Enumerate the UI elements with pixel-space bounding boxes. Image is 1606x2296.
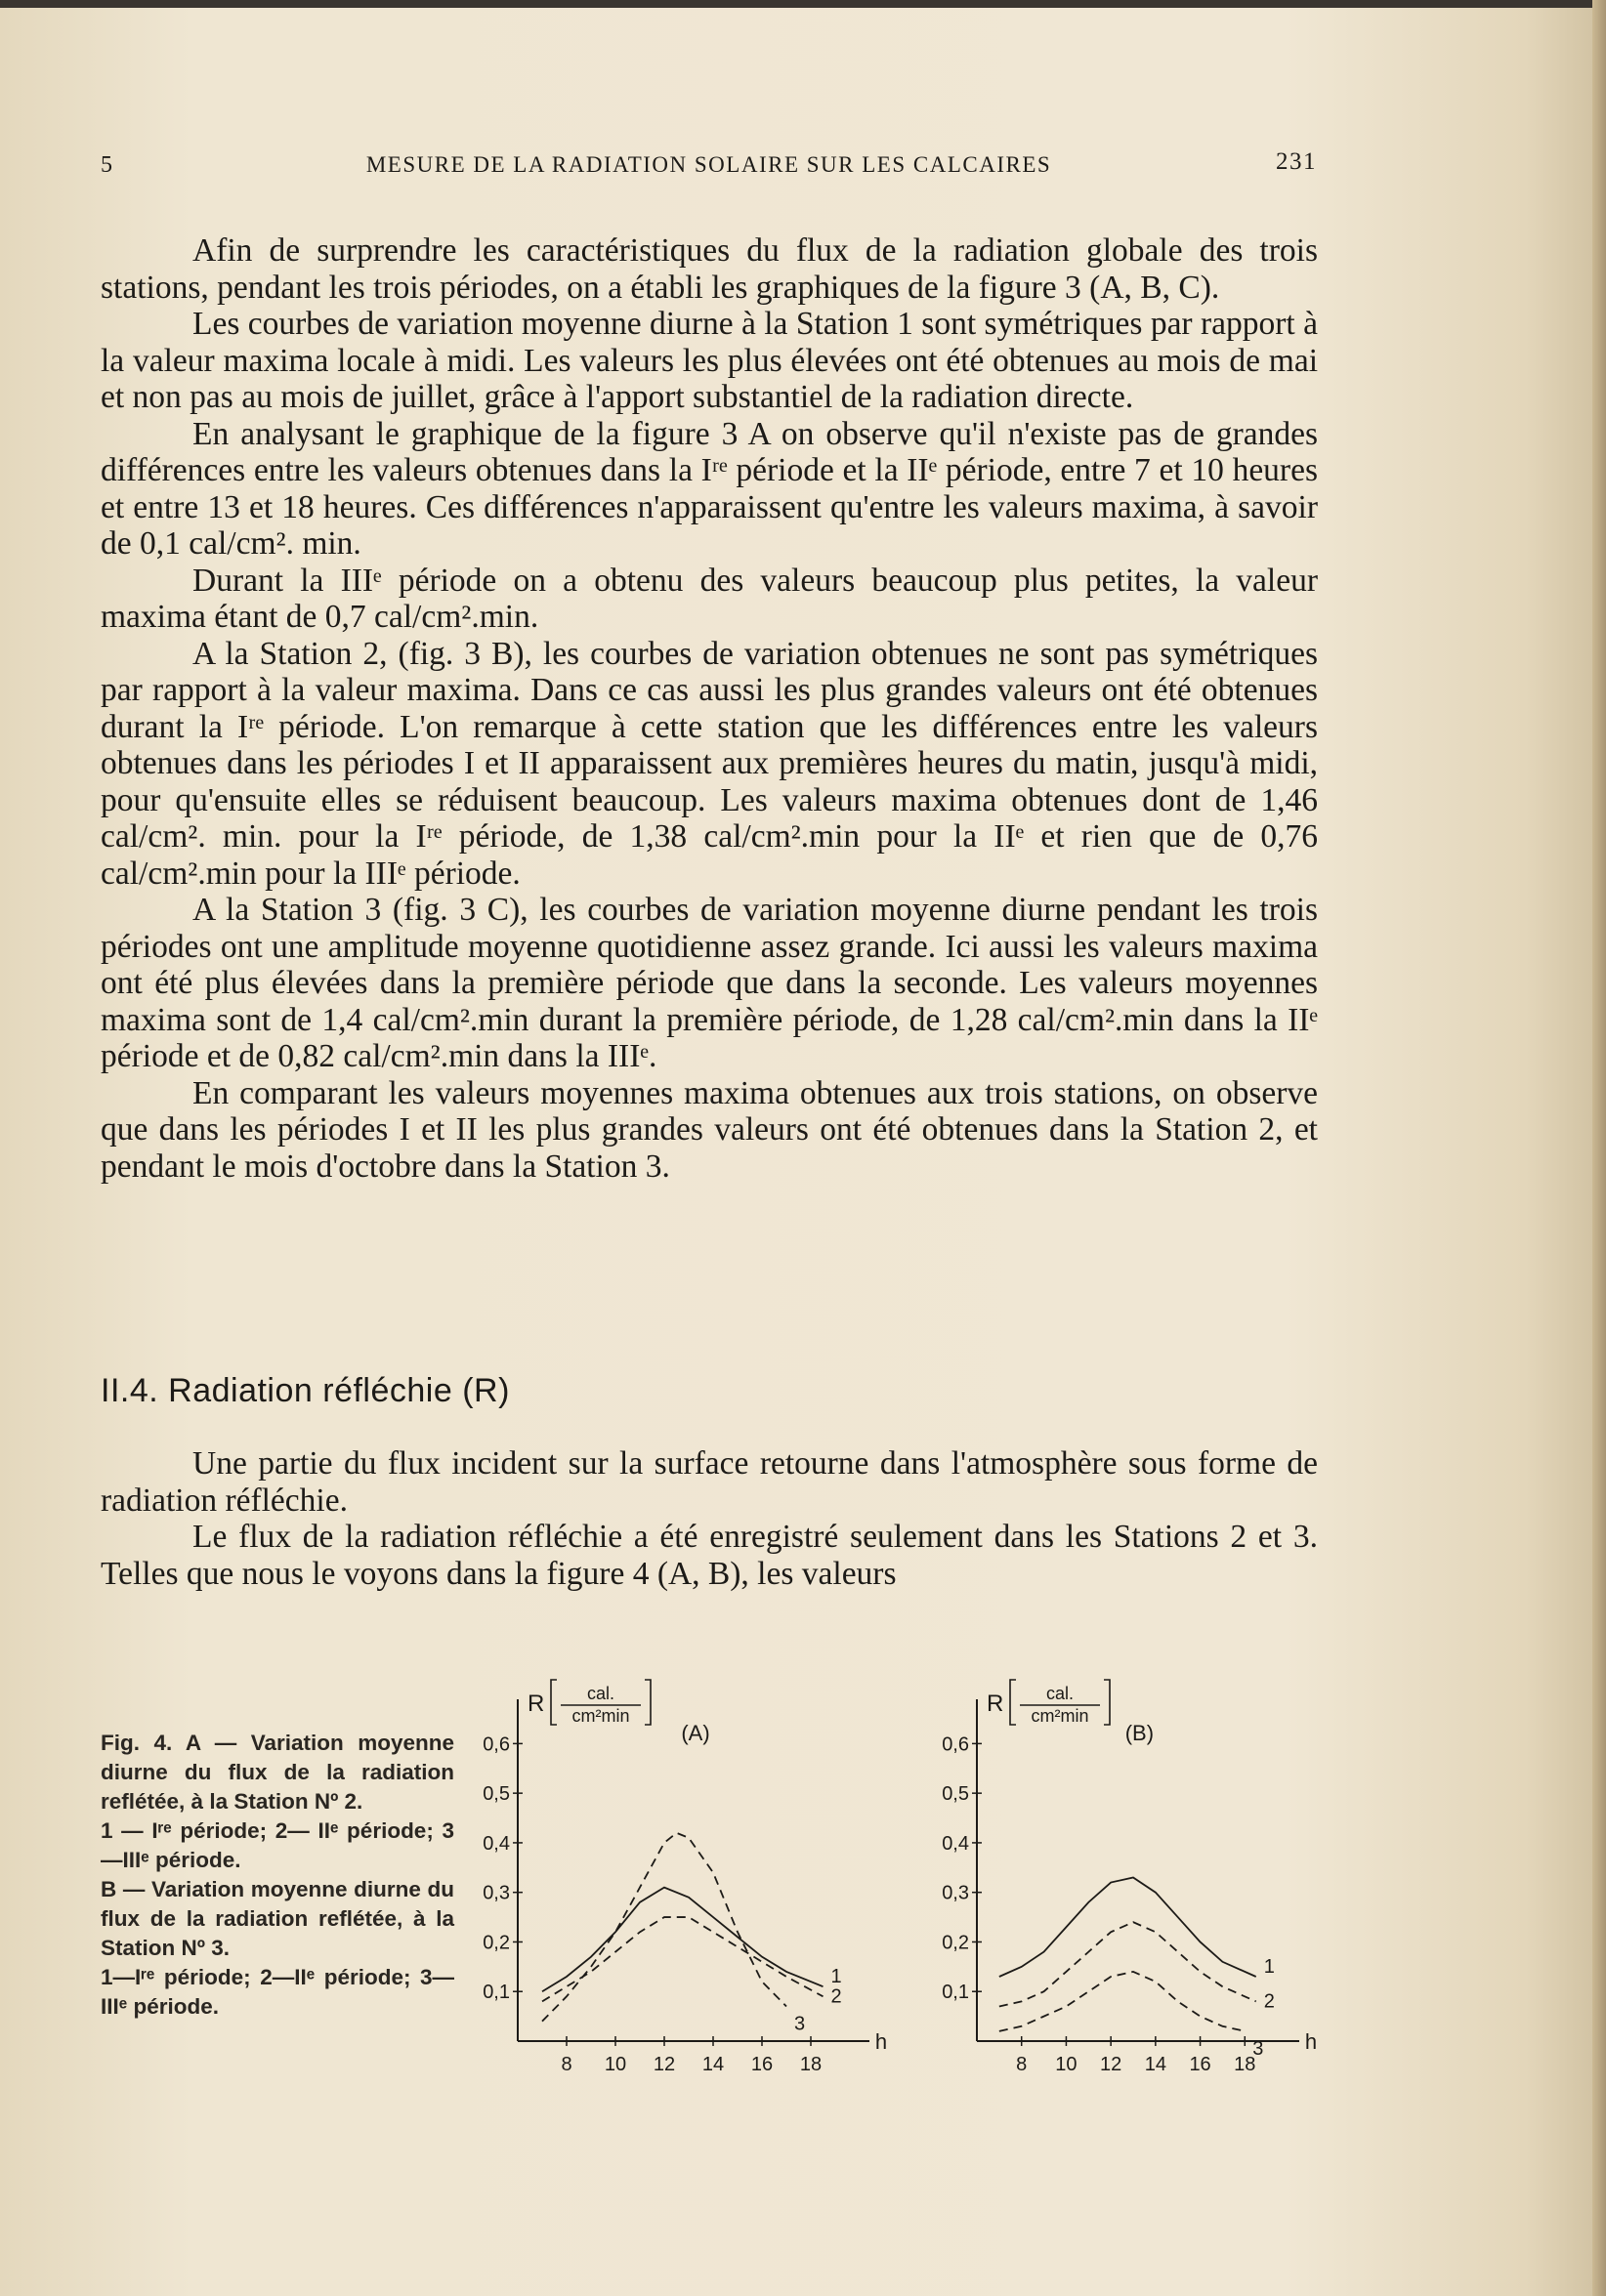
y-tick-label: 0,6 xyxy=(483,1733,510,1756)
y-axis-symbol: R xyxy=(987,1691,1004,1717)
x-tick-label: 14 xyxy=(1144,2054,1166,2070)
paragraph: Les courbes de variation moyenne diurne à la Station 1 sont symétriques par rapport à la valeur maxima locale à midi. Les valeurs les plus élevées ont été obtenues au mois de mai et non pas au mois de juillet, grâce à l'apport substantiel de la radiation directe. xyxy=(101,306,1318,415)
paragraph: A la Station 2, (fig. 3 B), les courbes de variation obtenues ne sont pas symétriques par rapport à la valeur maxima. Dans ce cas aussi les plus grandes valeurs ont été obtenues durant la Iʳᵉ période. L'on remarque à cette station que les différences entre les valeurs obtenues dans les périodes I et II apparaissent aux premières heures du matin, jusqu'à midi, pour qu'ensuite elles se réduisent beaucoup. Les valeurs maxima obtenues dont de 1,46 cal/cm². min. pour la Iʳᵉ période, de 1,38 cal/cm².min pour la IIᵉ et rien que de 0,76 cal/cm².min pour la IIIᵉ période. xyxy=(101,635,1318,892)
scan-top-edge xyxy=(0,0,1606,8)
chapter-number: 5 xyxy=(101,152,114,178)
body-text xyxy=(101,232,1318,1185)
paragraph: Le flux de la radiation réfléchie a été enregistré seulement dans les Stations 2 et 3. Telles que nous le voyons dans la figure 4 (A, B), les valeurs xyxy=(101,1519,1318,1592)
series-2-line xyxy=(999,1922,1256,2006)
y-tick-label: 0,2 xyxy=(942,1932,969,1954)
y-tick-label: 0,3 xyxy=(942,1882,969,1904)
panel-label: (A) xyxy=(681,1721,710,1745)
series-1-label: 1 xyxy=(1263,1956,1275,1978)
x-tick-label: 12 xyxy=(653,2054,676,2070)
paragraph: A la Station 3 (fig. 3 C), les courbes de variation moyenne diurne pendant les trois périodes ont une amplitude moyenne quotidienne assez grande. Ici aussi les valeurs maxima ont été plus élevées dans la première période que dans la seconde. Les valeurs moyennes maxima sont de 1,4 cal/cm².min durant la première période, de 1,28 cal/cm².min dans la IIᵉ période et de 0,82 cal/cm².min dans la IIIᵉ. xyxy=(101,892,1318,1074)
x-axis-label: h xyxy=(874,2029,888,2054)
y-tick-label: 0,4 xyxy=(942,1832,969,1855)
series-1-line xyxy=(999,1877,1256,1977)
running-head xyxy=(101,148,1317,184)
paragraph: Une partie du flux incident sur la surface retourne dans l'atmosphère sous forme de radiation réfléchie. xyxy=(101,1445,1318,1519)
y-unit-bracket-right xyxy=(1104,1680,1110,1725)
y-tick-label: 0,5 xyxy=(483,1783,510,1806)
caption-part-b: B — Variation moyenne diurne du flux de la radiation reflétée, à la Station Nº 3. xyxy=(101,1877,454,1960)
paragraph: Durant la IIIᵉ période on a obtenu des valeurs beaucoup plus petites, la valeur maxima étant de 0,7 cal/cm².min. xyxy=(101,562,1318,635)
y-unit-bracket-left xyxy=(1010,1680,1016,1725)
x-tick-label: 18 xyxy=(799,2054,823,2070)
x-tick-label: 14 xyxy=(701,2054,725,2070)
y-tick-label: 0,2 xyxy=(483,1932,510,1954)
paragraph: En analysant le graphique de la figure 3 A on observe qu'il n'existe pas de grandes différences entre les valeurs obtenues dans la Iʳᵉ période et la IIᵉ période, entre 7 et 10 heures et entre 13 et 18 heures. Ces différences n'apparaissent qu'entre les valeurs maxima, à savoir de 0,1 cal/cm². min. xyxy=(101,415,1318,562)
panel-label: (B) xyxy=(1124,1721,1155,1745)
caption-legend-b: 1—Iʳᵉ période; 2—IIᵉ période; 3—IIIᵉ période. xyxy=(101,1965,454,2019)
y-axis-symbol: R xyxy=(528,1691,545,1717)
y-unit-denominator: cm²min xyxy=(1031,1706,1089,1726)
paragraph: Afin de surprendre les caractéristiques du flux de la radiation globale des trois stations, pendant les trois périodes, on a établi les graphiques de la figure 3 (A, B, C). xyxy=(101,232,1318,306)
x-tick-label: 16 xyxy=(750,2054,774,2070)
x-tick-label: 8 xyxy=(561,2054,572,2070)
x-tick-label: 18 xyxy=(1234,2054,1256,2070)
x-tick-label: 10 xyxy=(1055,2054,1078,2070)
series-3-label: 3 xyxy=(1252,2037,1264,2060)
y-tick-label: 0,6 xyxy=(942,1733,969,1756)
section-heading: II.4. Radiation réfléchie (R) xyxy=(101,1372,510,1409)
chart-panel-b xyxy=(942,1680,1317,2070)
chart-panel-a xyxy=(483,1680,887,2070)
series-3-label: 3 xyxy=(794,2013,806,2035)
section-body-text xyxy=(101,1445,1318,1592)
y-unit-numerator: cal. xyxy=(586,1684,615,1703)
x-tick-label: 16 xyxy=(1189,2054,1211,2070)
x-axis-label: h xyxy=(1304,2029,1318,2054)
x-tick-label: 12 xyxy=(1100,2054,1122,2070)
figure-caption xyxy=(101,1729,454,2022)
y-tick-label: 0,3 xyxy=(483,1882,510,1904)
series-3-line xyxy=(542,1833,786,2022)
y-unit-bracket-right xyxy=(645,1680,651,1725)
y-unit-bracket-left xyxy=(551,1680,557,1725)
figure-4 xyxy=(459,1660,1319,2070)
series-1-label: 1 xyxy=(830,1966,842,1988)
y-unit-numerator: cal. xyxy=(1045,1684,1075,1703)
scan-right-edge xyxy=(1592,0,1606,2296)
running-title: MESURE DE LA RADIATION SOLAIRE SUR LES CALCAIRES xyxy=(365,152,1052,177)
y-tick-label: 0,1 xyxy=(483,1982,510,2004)
caption-legend-a: 1 — Iʳᵉ période; 2— IIᵉ période; 3—IIIᵉ période. xyxy=(101,1818,454,1872)
y-tick-label: 0,4 xyxy=(483,1832,510,1855)
caption-part-a: Fig. 4. A — Variation moyenne diurne du flux de la radiation reflétée, à la Station Nº 2. xyxy=(101,1731,454,1814)
y-tick-label: 0,5 xyxy=(942,1783,969,1806)
page-number: 231 xyxy=(1276,148,1317,175)
x-tick-label: 10 xyxy=(604,2054,627,2070)
series-2-label: 2 xyxy=(1263,1990,1275,2013)
paragraph: En comparant les valeurs moyennes maxima obtenues aux trois stations, on observe que dans les périodes I et II les plus grandes valeurs ont été obtenues dans la Station 2, et pendant le mois d'octobre dans la Station 3. xyxy=(101,1074,1318,1185)
y-unit-denominator: cm²min xyxy=(571,1706,630,1726)
series-3-line xyxy=(999,1972,1245,2031)
series-2-label: 2 xyxy=(830,1985,842,2008)
x-tick-label: 8 xyxy=(1016,2054,1028,2070)
y-tick-label: 0,1 xyxy=(942,1982,969,2004)
figure-4-svg xyxy=(459,1660,1319,2070)
series-2-line xyxy=(542,1917,824,2001)
